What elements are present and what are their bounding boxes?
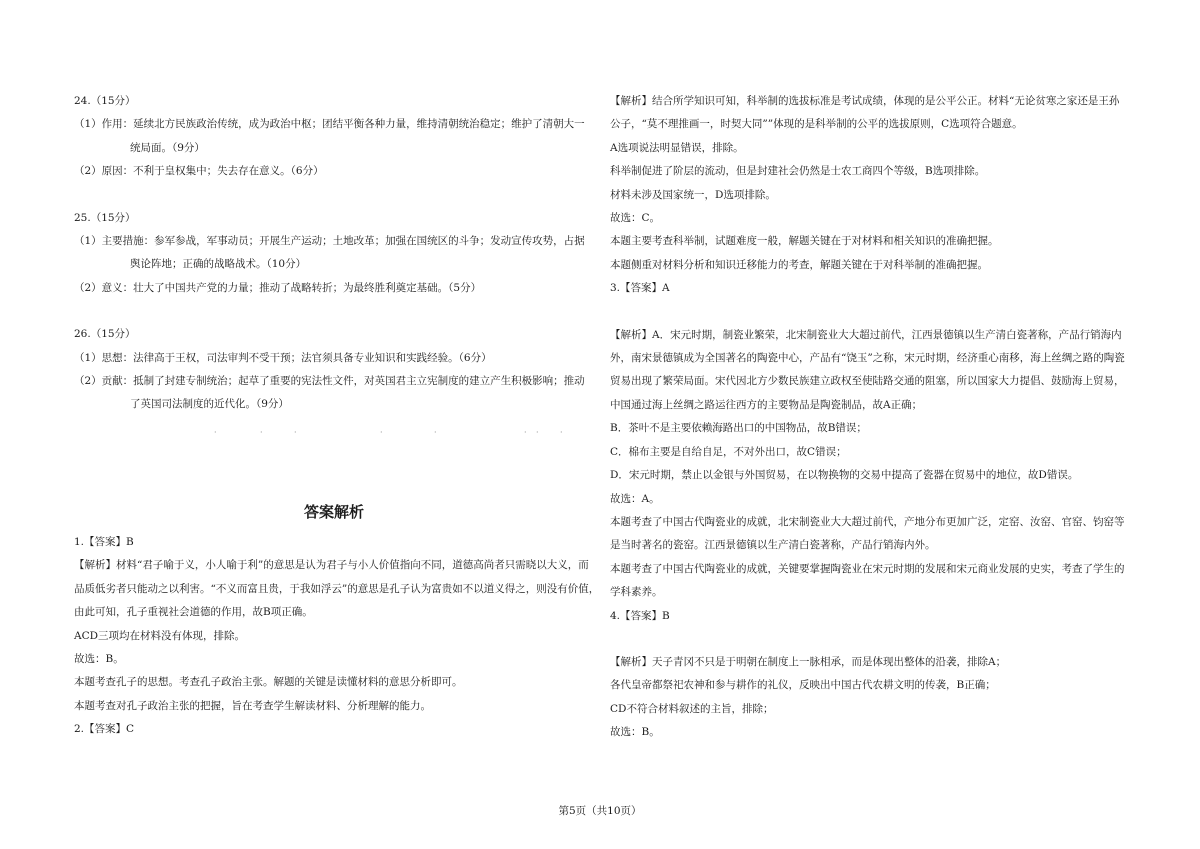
a3-analysis-1: 【解析】A．宋元时期，制瓷业繁荣，北宋制瓷业大大超过前代，江西景德镇以生产清白瓷著称，产品行销海内 — [610, 328, 1122, 341]
q24-line-1-cont: 统局面。（9分） — [130, 141, 205, 154]
q24-line-1: （1）作用：延续北方民族政治传统，成为政治中枢；团结平衡各种力量，维持清朝统治稳定；维护了清朝大一 — [74, 118, 585, 131]
q24-header: 24.（15分） — [74, 95, 136, 107]
a1-analysis-1c: 由此可知，孔子重视社会道德的作用，故B项正确。 — [74, 606, 313, 619]
a2-analysis-6: 本题主要考查科举制，试题难度一般，解题关键在于对材料和相关知识的准确把握。 — [610, 235, 999, 248]
a3-analysis-1d: 中国通过海上丝绸之路运往西方的主要物品是陶瓷制品，故A正确； — [610, 398, 923, 411]
a3-answer: 3.【答案】A — [610, 282, 670, 295]
a1-analysis-3: 故选：B。 — [74, 652, 124, 665]
a1-analysis-1b: 品质低劣者只能动之以利害。“不义而富且贵，于我如浮云”的意思是孔子认为富贵如不以道义得之，则没有价值， — [74, 582, 600, 595]
a4-answer: 4.【答案】B — [610, 609, 670, 622]
a4-analysis-1: 【解析】天子青冈不只是于明朝在制度上一脉相承，而是体现出整体的沿袭，排除A； — [610, 655, 1007, 668]
a3-analysis-4: D．宋元时期，禁止以金银与外国贸易，在以物换物的交易中提高了瓷器在贸易中的地位，故D错误。 — [610, 469, 1079, 482]
a4-analysis-4: 故选：B。 — [610, 726, 660, 739]
a3-analysis-6b: 是当时著名的瓷窑。江西景德镇以生产清白瓷著称，产品行销海内外。 — [610, 539, 936, 552]
a3-analysis-2: B．茶叶不是主要依赖海路出口的中国物品，故B错误； — [610, 422, 867, 435]
a3-analysis-1c: 贸易出现了繁荣局面。宋代因北方少数民族建立政权至使陆路交通的阻塞，所以国家大力提倡、鼓励海上贸易， — [610, 375, 1125, 388]
a3-analysis-7b: 学科素养。 — [610, 586, 663, 599]
q26-header: 26.（15分） — [74, 328, 136, 341]
q24-line-2: （2）原因：不利于皇权集中；失去存在意义。（6分） — [74, 165, 324, 178]
q26-line-2-cont: 了英国司法制度的近代化。（9分） — [130, 398, 289, 411]
a1-analysis-4: 本题考查孔子的思想。考查孔子政治主张。解题的关键是读懂材料的意思分析即可。 — [74, 676, 463, 689]
section-title: 答案解析 — [303, 502, 364, 521]
a1-analysis-1: 【解析】材料“君子喻于义，小人喻于利”的意思是认为君子与小人价值指向不同，道德高尚者只需晓以大义，而 — [74, 559, 589, 572]
a3-analysis-1b: 外，南宋景德镇成为全国著名的陶瓷中心，产品有“饶玉”之称，宋元时期，经济重心南移，海上丝绸之路的陶瓷 — [610, 352, 1125, 365]
page-footer: 第5页（共10页） — [558, 805, 642, 817]
a2-analysis-1: 【解析】结合所学知识可知，科举制的选拔标准是考试成绩，体现的是公平公正。材料“无论贫寒之家还是王孙 — [610, 95, 1120, 107]
faint-dots: · · · · · · · · — [214, 427, 563, 437]
a1-answer: 1.【答案】B — [74, 535, 134, 548]
q25-line-1-cont: 舆论阵地；正确的战略战术。（10分） — [130, 258, 307, 271]
q26-line-1: （1）思想：法律高于王权，司法审判不受干预；法官须具备专业知识和实践经验。（6分） — [74, 351, 492, 364]
left-column — [74, 90, 600, 742]
a3-analysis-5: 故选：A。 — [610, 492, 660, 505]
a1-analysis-2: ACD三项均在材料没有体现，排除。 — [74, 629, 246, 642]
a1-analysis-5: 本题考查对孔子政治主张的把握，旨在考查学生解读材料、分析理解的能力。 — [74, 699, 431, 712]
a2-analysis-5: 故选：C。 — [610, 212, 661, 225]
q25-header: 25.（15分） — [74, 211, 136, 224]
right-column — [610, 90, 1138, 745]
q25-line-1: （1）主要措施：参军参战，军事动员；开展生产运动；土地改革；加强在国统区的斗争；发动宣传攻势，占据 — [74, 235, 585, 248]
a2-answer: 2.【答案】C — [74, 723, 135, 736]
q25-line-2: （2）意义：壮大了中国共产党的力量；推动了战略转折；为最终胜利奠定基础。（5分） — [74, 281, 482, 294]
a2-analysis-2: A选项说法明显错误，排除。 — [610, 141, 744, 154]
a3-analysis-3: C．棉布主要是自给自足，不对外出口，故C错误； — [610, 445, 847, 458]
a3-analysis-6: 本题考查了中国古代陶瓷业的成就，北宋制瓷业大大超过前代，产地分布更加广泛，定窑、汝窑、官窑、钧窑等 — [610, 515, 1125, 528]
a2-analysis-3: 科举制促进了阶层的流动，但是封建社会仍然是士农工商四个等级，B选项排除。 — [610, 165, 986, 178]
a4-analysis-3: CD不符合材料叙述的主旨，排除； — [610, 702, 774, 715]
a2-analysis-1b: 公子，“莫不理推画一，时契大同””体现的是科举制的公平的选拔原则，C选项符合题意。 — [610, 118, 1023, 131]
a3-analysis-7: 本题考查了中国古代陶瓷业的成就，关键要掌握陶瓷业在宋元时期的发展和宋元商业发展的史实，考查了学生的 — [610, 562, 1125, 575]
a2-analysis-7: 本题侧重对材料分析和知识迁移能力的考查，解题关键在于对科举制的准确把握。 — [610, 258, 988, 271]
q26-line-2: （2）贡献：抵制了封建专制统治；起草了重要的宪法性文件，对英国君主立宪制度的建立产生积极影响；推动 — [74, 375, 585, 388]
a4-analysis-2: 各代皇帝都祭祀农神和参与耕作的礼仪，反映出中国古代农耕文明的传袭，B正确； — [610, 679, 996, 692]
a2-analysis-4: 材料未涉及国家统一，D选项排除。 — [610, 188, 776, 201]
